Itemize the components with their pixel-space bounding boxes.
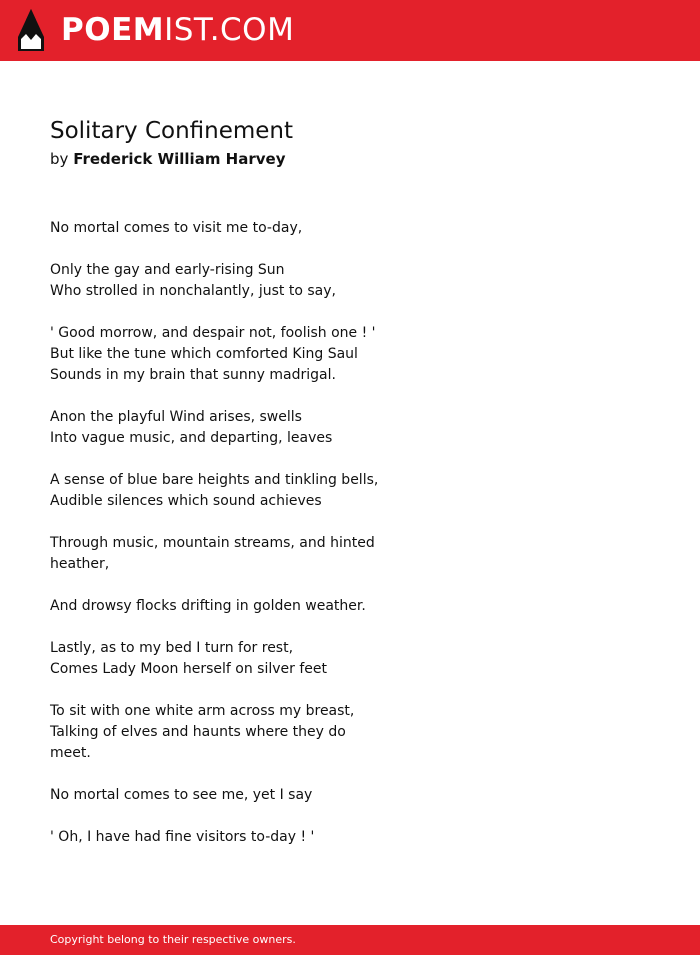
- by-prefix: by: [50, 150, 69, 168]
- poem-line: And drowsy flocks drifting in golden weather.: [50, 598, 366, 614]
- poem-line: Sounds in my brain that sunny madrigal.: [50, 367, 336, 383]
- poem-byline: [50, 148, 285, 170]
- poem-stanza: [50, 533, 380, 575]
- poem-stanza: [50, 596, 380, 617]
- poem-line: Lastly, as to my bed I turn for rest,: [50, 640, 294, 656]
- poem-title: Solitary Confinement: [50, 118, 294, 144]
- brand-light: IST.COM: [164, 12, 295, 48]
- poem-stanza: [50, 323, 380, 386]
- poem-stanza: [50, 407, 380, 449]
- poem-body: [50, 218, 380, 869]
- poem-line: Anon the playful Wind arises, swells: [50, 409, 302, 425]
- site-logo[interactable]: [61, 12, 294, 48]
- brand-bold: POEM: [61, 12, 165, 48]
- copyright-text: Copyright belong to their respective owners.: [50, 933, 296, 946]
- poem-line: No mortal comes to visit me to-day,: [50, 220, 303, 236]
- poem-line: Who strolled in nonchalantly, just to say,: [50, 283, 336, 299]
- poem-line: Talking of elves and haunts where they do meet.: [50, 724, 346, 761]
- poem-stanza: [50, 218, 380, 239]
- poem-line: Comes Lady Moon herself on silver feet: [50, 661, 327, 677]
- poem-stanza: [50, 785, 380, 806]
- site-footer: [0, 925, 700, 955]
- poem-line: ' Oh, I have had fine visitors to-day ! ': [50, 829, 315, 845]
- poem-stanza: [50, 827, 380, 848]
- poem-stanza: [50, 701, 380, 764]
- poem-stanza: [50, 470, 380, 512]
- poem-line: Only the gay and early-rising Sun: [50, 262, 285, 278]
- poem-stanza: [50, 260, 380, 302]
- pencil-tip-icon[interactable]: [18, 9, 44, 51]
- poem-line: Through music, mountain streams, and hinted heather,: [50, 535, 375, 572]
- poem-line: A sense of blue bare heights and tinkling bells,: [50, 472, 379, 488]
- poem-stanza: [50, 638, 380, 680]
- poem-line: But like the tune which comforted King Saul: [50, 346, 358, 362]
- poem-line: ' Good morrow, and despair not, foolish one ! ': [50, 325, 376, 341]
- poem-line: To sit with one white arm across my breast,: [50, 703, 355, 719]
- site-header: [0, 0, 700, 61]
- poem-line: Audible silences which sound achieves: [50, 493, 322, 509]
- poem-author: Frederick William Harvey: [73, 150, 286, 168]
- poem-line: No mortal comes to see me, yet I say: [50, 787, 313, 803]
- poem-line: Into vague music, and departing, leaves: [50, 430, 333, 446]
